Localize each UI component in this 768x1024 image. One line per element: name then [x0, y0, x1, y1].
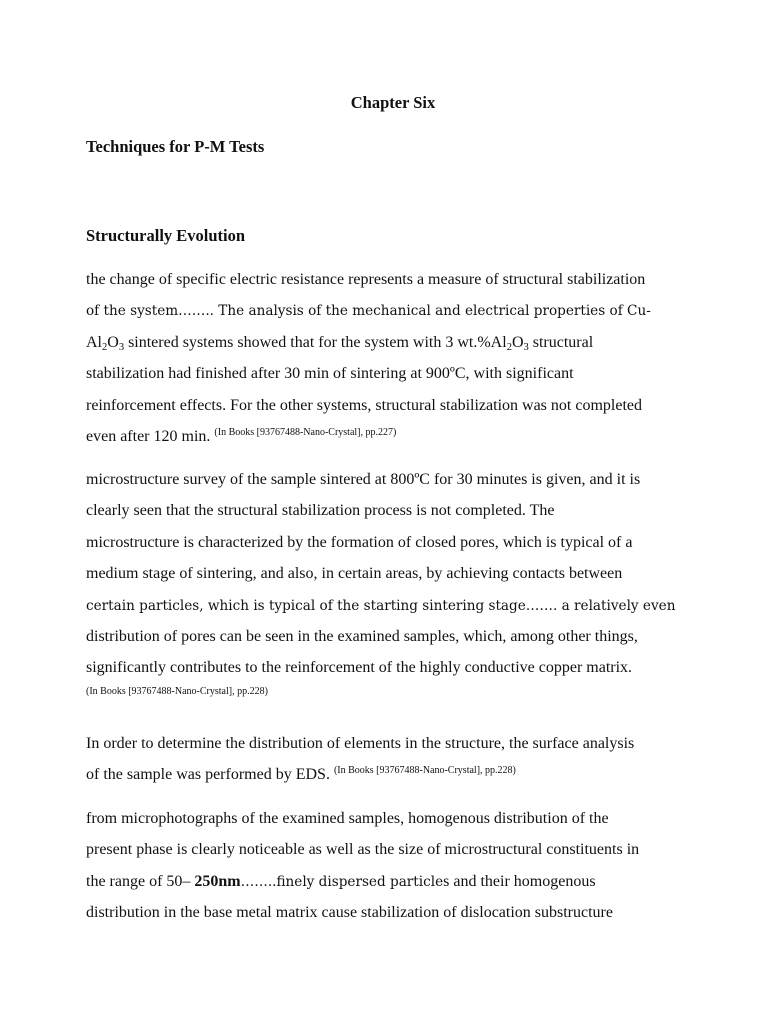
- text-run: stabilization had finished after 30 min of sintering at 900ºC, with significant: [86, 365, 574, 383]
- text-run: the range of 50–: [86, 872, 195, 890]
- citation-reference: (In Books [93767488-Nano-Crystal], pp.228): [86, 686, 268, 697]
- section-heading: Techniques for P-M Tests: [86, 137, 265, 156]
- text-line: [86, 621, 736, 652]
- text-run: O: [511, 333, 524, 351]
- text-run: sintered systems showed that for the system with 3 wt.%Al: [124, 333, 507, 351]
- subscript: 3: [523, 341, 529, 353]
- chapter-title: Chapter Six: [350, 93, 436, 112]
- text-run: structural: [528, 333, 594, 351]
- emphasis-run: of the system…….. The analysis of the mechanical and electrical properties of Cu-: [86, 303, 651, 320]
- text-line: [86, 421, 736, 452]
- text-line: [86, 327, 736, 358]
- text-run: reinforcement effects. For the other systems, structural stabilization was not completed: [86, 396, 642, 414]
- text-run: distribution in the base metal matrix cause stabilization of dislocation substructure: [86, 904, 613, 922]
- text-run: microstructure is characterized by the formation of closed pores, which is typical of a: [86, 533, 633, 551]
- text-run: O: [107, 333, 119, 351]
- text-line: [86, 728, 736, 759]
- text-line: [86, 558, 736, 589]
- text-run: even after 120 min.: [86, 427, 215, 445]
- text-line: [86, 652, 736, 683]
- bold-run: 250nm: [194, 872, 241, 890]
- text-run: from microphotographs of the examined samples, homogenous distribution of the: [86, 810, 609, 827]
- text-line: [86, 590, 736, 621]
- text-run: s and their homogenous: [443, 872, 596, 890]
- paragraph-microstructure-survey: [86, 464, 736, 684]
- text-line: [86, 803, 736, 834]
- text-run: clearly seen that the structural stabilization process is not completed. The: [86, 502, 555, 520]
- text-run: the change of specific electric resistance represents a measure of structural stabilization: [86, 271, 646, 288]
- text-line: [86, 866, 736, 897]
- superscript-citation: (In Books [93767488-Nano-Crystal], pp.227): [214, 426, 397, 438]
- text-run: present phase is clearly noticeable as well as the size of microstructural constituents in: [86, 841, 640, 859]
- text-run: In order to determine the distribution of elements in the structure, the surface analysis: [86, 735, 635, 752]
- text-run: Al: [86, 333, 102, 351]
- text-run: microstructure survey of the sample sintered at 800ºC for 30 minutes is given, and it is: [86, 471, 641, 488]
- text-line: [86, 759, 736, 790]
- text-line: [86, 358, 736, 389]
- paragraph-microphotographs: [86, 803, 736, 929]
- text-line: [86, 295, 736, 326]
- subscript: 2: [506, 341, 512, 353]
- emphasis-run: certain particles, which is typical of the starting sintering stage……. a relatively even: [86, 597, 676, 614]
- subscript: 2: [102, 341, 108, 353]
- superscript-citation: (In Books [93767488-Nano-Crystal], pp.228): [333, 765, 516, 777]
- text-run: significantly contributes to the reinforcement of the highly conductive copper matrix.: [86, 659, 633, 677]
- text-line: [86, 390, 736, 421]
- text-line: [86, 264, 736, 295]
- text-line: [86, 834, 736, 865]
- text-line: [86, 527, 736, 558]
- paragraph-structural-stabilization: [86, 264, 736, 452]
- text-line: [86, 495, 736, 526]
- text-run: distribution of pores can be seen in the examined samples, which, among other things,: [86, 627, 638, 645]
- subsection-heading: Structurally Evolution: [86, 226, 246, 245]
- subscript: 3: [118, 341, 125, 353]
- text-line: [86, 464, 736, 495]
- text-run: of the sample was performed by EDS.: [86, 766, 334, 784]
- text-line: [86, 897, 736, 928]
- emphasis-run: ……..finely dispersed particle: [240, 873, 444, 890]
- paragraph-eds-analysis: [86, 728, 736, 791]
- text-run: medium stage of sintering, and also, in certain areas, by achieving contacts between: [86, 565, 623, 583]
